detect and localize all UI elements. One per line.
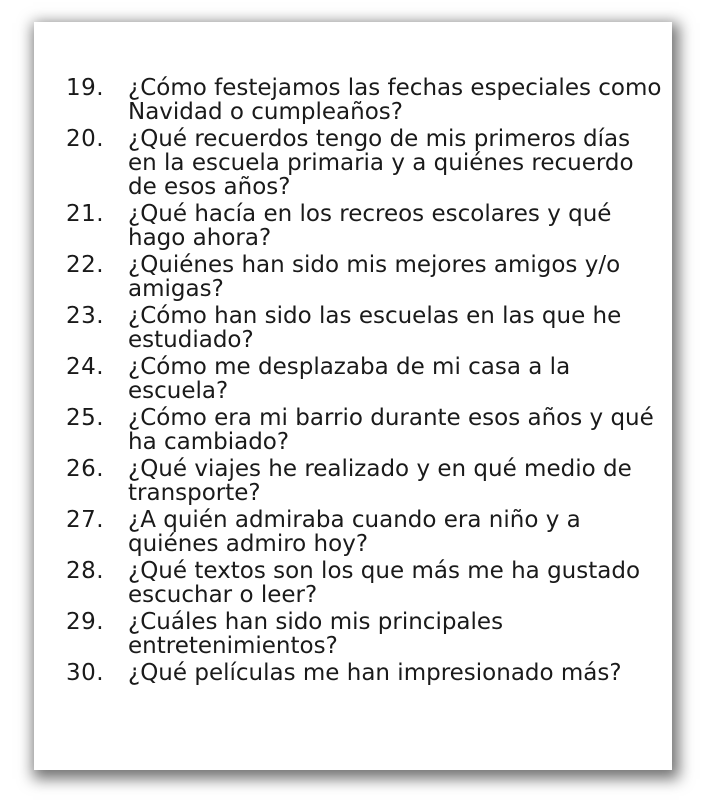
- item-text: ¿Qué textos son los que más me ha gustado escuchar o leer?: [128, 558, 641, 608]
- item-number: 27.: [66, 507, 105, 533]
- list-item: [66, 559, 666, 607]
- item-text: ¿Cómo me desplazaba de mi casa a la escuela?: [128, 354, 571, 404]
- list-item: [66, 304, 666, 352]
- item-number: 19.: [66, 75, 105, 101]
- list-item: [66, 508, 666, 556]
- item-text: ¿Cuáles han sido mis principales entretenimientos?: [128, 609, 504, 659]
- item-text: ¿Qué viajes he realizado y en qué medio de transporte?: [128, 456, 632, 506]
- item-text: ¿Cómo era mi barrio durante esos años y qué ha cambiado?: [128, 405, 654, 455]
- item-number: 26.: [66, 456, 105, 482]
- item-number: 20.: [66, 126, 105, 152]
- list-item: [66, 76, 666, 124]
- list-item: [66, 127, 666, 199]
- item-number: 25.: [66, 405, 105, 431]
- item-text: ¿A quién admiraba cuando era niño y a quiénes admiro hoy?: [128, 507, 581, 557]
- item-text: ¿Cómo han sido las escuelas en las que he estudiado?: [128, 303, 622, 353]
- item-text: ¿Qué hacía en los recreos escolares y qué hago ahora?: [128, 201, 612, 251]
- item-number: 24.: [66, 354, 105, 380]
- item-number: 22.: [66, 252, 105, 278]
- question-list: [66, 76, 666, 688]
- item-number: 28.: [66, 558, 105, 584]
- item-text: ¿Cómo festejamos las fechas especiales como Navidad o cumpleaños?: [128, 75, 662, 125]
- list-item: [66, 253, 666, 301]
- item-number: 30.: [66, 660, 105, 686]
- list-item: [66, 202, 666, 250]
- document-page: [34, 22, 672, 770]
- item-number: 21.: [66, 201, 105, 227]
- list-item: [66, 355, 666, 403]
- item-text: ¿Quiénes han sido mis mejores amigos y/o amigas?: [128, 252, 621, 302]
- item-number: 23.: [66, 303, 105, 329]
- item-text: ¿Qué recuerdos tengo de mis primeros días en la escuela primaria y a quiénes recuerdo de esos años?: [128, 126, 634, 200]
- item-text: ¿Qué películas me han impresionado más?: [128, 660, 622, 686]
- list-item: [66, 661, 666, 685]
- list-item: [66, 610, 666, 658]
- item-number: 29.: [66, 609, 105, 635]
- list-item: [66, 406, 666, 454]
- list-item: [66, 457, 666, 505]
